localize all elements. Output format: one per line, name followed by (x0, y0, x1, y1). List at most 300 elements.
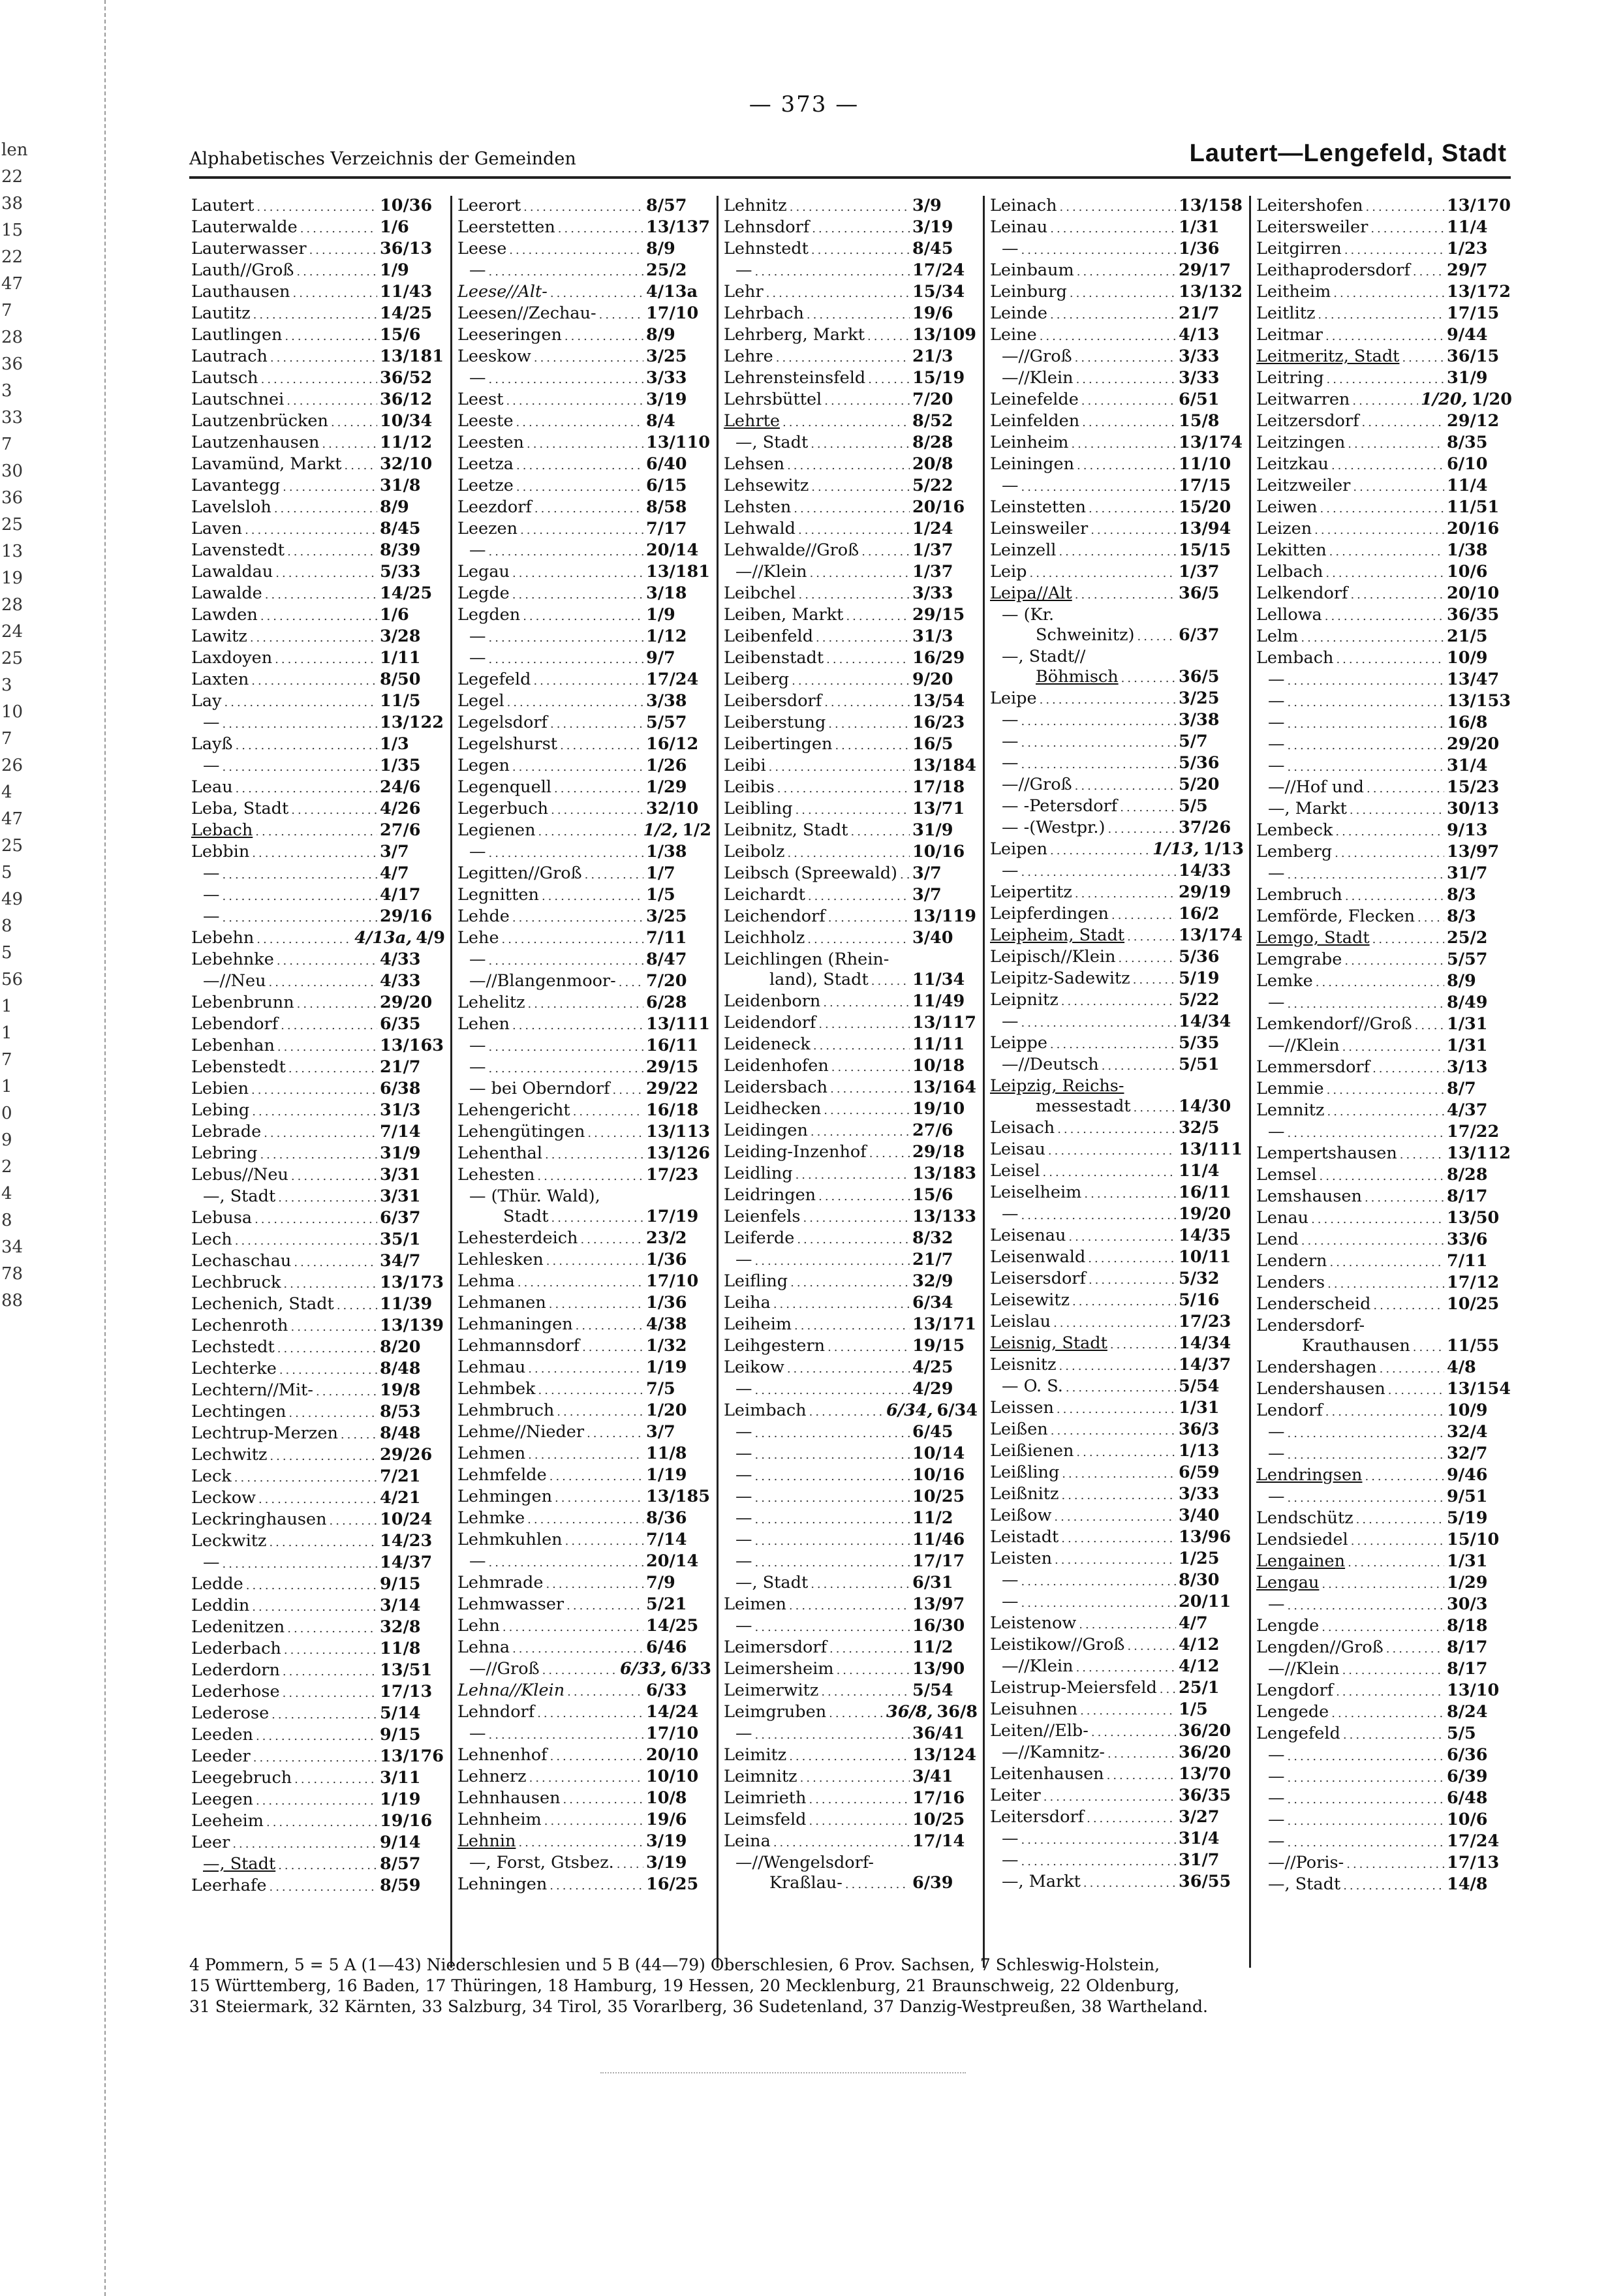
map-reference (912, 1056, 978, 1076)
place-name: Lehnheim (457, 1810, 542, 1829)
index-entry (724, 1422, 978, 1444)
index-entry (1256, 1530, 1512, 1551)
index-entry (990, 647, 1244, 667)
place-name: —, Markt (1002, 1872, 1081, 1891)
index-entry (1256, 1187, 1512, 1208)
map-reference (646, 1014, 711, 1034)
reference-value: 17/24 (912, 260, 965, 280)
map-reference (380, 1531, 445, 1551)
index-entry (457, 1508, 711, 1530)
place-name: Leckwitz (191, 1531, 267, 1551)
leader-dots (1021, 711, 1177, 732)
place-name: Lauterwalde (191, 217, 298, 237)
leader-dots (223, 757, 378, 777)
reference-value: 3/7 (912, 863, 942, 883)
place-name: —//Neu (203, 971, 266, 991)
leader-dots (1111, 905, 1176, 925)
leader-dots (516, 477, 643, 497)
place-name: Leinheim (990, 433, 1069, 452)
reference-value: 32/8 (380, 1617, 421, 1637)
place-name: Lehmingen (457, 1487, 553, 1506)
map-reference (380, 1703, 445, 1724)
leader-dots (277, 1037, 377, 1057)
place-name: Leiferde (724, 1228, 795, 1248)
margin-fragment: 38 (1, 194, 23, 213)
index-entry (191, 1768, 445, 1790)
reference-value: 8/45 (912, 239, 953, 258)
map-reference (646, 433, 711, 453)
index-entry (191, 1402, 445, 1423)
place-name: Lemmie (1256, 1079, 1324, 1098)
index-entry (1256, 971, 1512, 993)
leader-dots (755, 1251, 910, 1271)
index-entry (457, 476, 711, 497)
index-entry (191, 1510, 445, 1531)
leader-dots (316, 1382, 377, 1402)
reference-value: 8/57 (380, 1854, 421, 1874)
place-name: Leitzingen (1256, 433, 1346, 452)
map-reference (1447, 1251, 1512, 1271)
leader-dots (1342, 1660, 1444, 1681)
reference-value: 4/8 (1447, 1357, 1476, 1377)
map-reference (646, 411, 711, 431)
map-reference (886, 1401, 978, 1421)
place-name: — (735, 1250, 752, 1269)
map-reference (1447, 562, 1512, 582)
leader-dots (1362, 412, 1444, 433)
index-entry (724, 799, 978, 820)
reference-value: 5/33 (380, 562, 421, 582)
place-name: Leithaprodersdorf (1256, 260, 1410, 280)
map-reference (1447, 1143, 1512, 1164)
index-entry (457, 540, 711, 562)
place-name: Krauthausen (1302, 1336, 1410, 1356)
map-reference (912, 1357, 978, 1378)
leader-dots (1415, 1016, 1444, 1036)
reference-value: 13/133 (912, 1207, 977, 1226)
index-entry (191, 1854, 445, 1876)
map-reference (380, 756, 445, 776)
index-entry (724, 476, 978, 497)
map-reference (1179, 732, 1244, 752)
leader-dots (512, 1016, 643, 1036)
leader-dots (797, 1230, 910, 1250)
reference-value: 1/29 (1447, 1573, 1488, 1592)
place-name: Leiben, Markt (724, 605, 844, 625)
place-name: Lavantegg (191, 476, 281, 495)
map-reference (1447, 1401, 1512, 1421)
place-name: Lehmen (457, 1444, 526, 1463)
map-reference (912, 1594, 978, 1615)
place-name: Lengau (1256, 1573, 1320, 1592)
leader-dots (564, 326, 643, 347)
leader-dots (1322, 1574, 1444, 1594)
map-reference (1179, 390, 1244, 410)
leader-dots (846, 606, 910, 627)
index-entry (724, 950, 978, 970)
place-name: Leezdorf (457, 497, 532, 517)
reference-value: 4/29 (912, 1379, 953, 1399)
index-entry (1256, 820, 1512, 842)
reference-value: 9/51 (1447, 1487, 1488, 1506)
index-entry (191, 1230, 445, 1251)
leader-dots (538, 822, 641, 842)
reference-value: 16/23 (912, 713, 965, 732)
place-name: Lehndorf (457, 1702, 535, 1722)
reference-value: 24/6 (380, 777, 421, 797)
place-name: Lendorf (1256, 1401, 1323, 1420)
reference-value: 3/38 (646, 691, 687, 711)
place-name: Lengde (1256, 1616, 1320, 1636)
reference-value: 4/13a (646, 282, 698, 302)
leader-dots (236, 779, 377, 799)
index-entry (457, 1767, 711, 1788)
place-name: Leibersdorf (724, 691, 822, 711)
margin-fragment: 24 (1, 622, 23, 642)
place-name: Leipertitz (990, 882, 1072, 902)
index-entry (724, 1659, 978, 1681)
index-entry (724, 1745, 978, 1767)
map-reference (1179, 260, 1244, 281)
reference-value: 29/18 (912, 1142, 965, 1162)
map-reference (1179, 1527, 1244, 1547)
leader-dots (275, 649, 377, 670)
reference-value: 29/12 (1447, 411, 1500, 431)
index-entry (457, 390, 711, 411)
place-name: — (469, 842, 486, 861)
leader-dots (527, 434, 643, 454)
leader-dots (1075, 585, 1176, 605)
reference-value: 6/39 (1447, 1767, 1488, 1786)
reference-value: 17/13 (380, 1682, 433, 1701)
place-name: Ledenitzen (191, 1617, 285, 1637)
reference-value: 27/6 (380, 820, 421, 840)
index-entry (990, 667, 1244, 689)
index-entry (457, 820, 711, 842)
reference-value: 11/11 (912, 1034, 965, 1054)
map-reference (1447, 1637, 1512, 1658)
map-reference (1179, 775, 1244, 795)
margin-fragment: len (1, 140, 28, 160)
index-entry (990, 1118, 1244, 1140)
map-reference (1179, 667, 1244, 687)
index-entry (724, 1271, 978, 1293)
scan-artifact-line (600, 2072, 966, 2073)
reference-value: 8/7 (1447, 1079, 1476, 1098)
leader-dots (1133, 970, 1176, 990)
place-name: — (1268, 1422, 1285, 1442)
map-reference (1447, 1573, 1512, 1593)
place-name: Lebenbrunn (191, 993, 294, 1012)
index-entry (990, 1527, 1244, 1549)
reference-value: 31/9 (912, 820, 953, 840)
reference-value: 1/36 (1179, 239, 1220, 258)
index-entry (724, 1228, 978, 1250)
index-entry (990, 583, 1244, 605)
reference-value: 19/16 (380, 1811, 433, 1831)
index-entry (990, 411, 1244, 433)
leader-dots (807, 305, 910, 325)
place-name: —//Groß (1002, 775, 1072, 794)
reference-value: 5/16 (1179, 1290, 1220, 1310)
reference-value: 6/48 (1447, 1788, 1488, 1808)
index-entry (191, 1036, 445, 1057)
map-reference (912, 1745, 978, 1765)
map-reference (646, 1057, 711, 1078)
place-name: Lehna//Klein (457, 1681, 565, 1700)
index-entry (1256, 540, 1512, 562)
index-entry (1256, 1100, 1512, 1122)
reference-value: 11/55 (1447, 1336, 1500, 1356)
leader-dots (534, 499, 643, 519)
map-reference (380, 1488, 445, 1508)
leader-dots (1050, 219, 1176, 239)
place-name: Leißow (990, 1506, 1052, 1525)
index-entry (1256, 605, 1512, 627)
leader-dots (516, 456, 643, 476)
place-name: Leegen (191, 1790, 253, 1809)
place-name: Lemnitz (1256, 1100, 1325, 1120)
map-reference (646, 1487, 711, 1507)
place-name: Leibolz (724, 842, 785, 861)
reference-value: 14/35 (1179, 1226, 1231, 1245)
reference-value: 7/11 (646, 928, 687, 948)
map-reference (1447, 1357, 1512, 1378)
place-name: Leitgirren (1256, 239, 1342, 258)
place-name: Leitwarren (1256, 390, 1350, 409)
index-entry (457, 583, 711, 605)
map-reference (912, 907, 978, 927)
place-name: — (735, 1465, 752, 1485)
index-entry (457, 347, 711, 368)
place-name: Lehmanen (457, 1293, 546, 1312)
map-reference (912, 1551, 978, 1572)
place-name: Lehenthal (457, 1143, 542, 1163)
place-name: —//Deutsch (1002, 1055, 1099, 1074)
reference-value: 29/22 (646, 1079, 699, 1098)
reference-value: 8/49 (1447, 993, 1488, 1012)
leader-dots (506, 391, 643, 411)
index-entry (191, 885, 445, 907)
leader-dots (809, 1811, 910, 1831)
place-name: Leesten (457, 433, 524, 452)
map-reference (646, 1616, 711, 1636)
leader-dots (1327, 1080, 1444, 1100)
map-reference (912, 1508, 978, 1528)
map-reference (646, 1357, 711, 1378)
leader-dots (1021, 240, 1177, 260)
map-reference (912, 1250, 978, 1270)
map-reference (1447, 347, 1512, 367)
place-name: Lehlesken (457, 1250, 544, 1269)
column-2 (452, 196, 719, 1968)
map-reference (380, 519, 445, 539)
leader-dots (271, 1705, 377, 1725)
place-name: Lehrbach (724, 303, 804, 323)
reference-value: 13/54 (912, 691, 965, 711)
map-reference (1447, 1079, 1512, 1099)
index-entry (457, 627, 711, 648)
leader-dots (1288, 1833, 1445, 1853)
leader-dots (576, 1316, 643, 1336)
index-entry (1256, 1465, 1512, 1487)
place-name: Lengden//Groß (1256, 1637, 1384, 1657)
reference-value: 29/20 (380, 993, 433, 1012)
leader-dots (291, 800, 377, 820)
index-entry (1256, 433, 1512, 454)
index-entry (1256, 1681, 1512, 1702)
map-reference (1179, 1118, 1244, 1138)
map-reference (1179, 1807, 1244, 1827)
index-entry (990, 1033, 1244, 1055)
map-reference (380, 476, 445, 496)
map-reference (646, 1702, 711, 1722)
reference-value: 8/20 (380, 1337, 421, 1357)
place-name: Lemgo, Stadt (1256, 928, 1370, 948)
leader-dots (811, 240, 910, 260)
map-reference (1447, 1788, 1512, 1808)
index-entry (1256, 928, 1512, 950)
map-reference (646, 713, 711, 733)
place-name: — (1002, 861, 1019, 880)
leader-dots (558, 219, 643, 239)
place-name: Leerstetten (457, 217, 555, 237)
map-reference (646, 1530, 711, 1550)
place-name: Legnitten (457, 885, 539, 905)
place-name: — (1002, 710, 1019, 730)
map-reference (1447, 1594, 1512, 1615)
place-name: Leiberstung (724, 713, 826, 732)
index-entry (724, 1013, 978, 1034)
reference-value: 5/19 (1447, 1508, 1488, 1528)
reference-value: 11/4 (1447, 217, 1488, 237)
index-entry (1256, 1594, 1512, 1616)
reference-value: 5/32 (1179, 1269, 1220, 1288)
leader-dots (529, 1768, 643, 1788)
index-entry (1256, 1788, 1512, 1810)
index-entry (990, 969, 1244, 990)
leader-dots (813, 1036, 910, 1056)
place-name: Leeden (191, 1725, 253, 1745)
map-reference (380, 1746, 445, 1767)
reference-value: 14/37 (380, 1553, 433, 1572)
place-name: Leipnitz (990, 990, 1059, 1010)
map-reference (1179, 947, 1244, 967)
reference-value: 36/5 (1179, 667, 1220, 687)
place-name: — (1002, 239, 1019, 258)
leader-dots (1044, 1787, 1176, 1807)
leader-dots (270, 348, 377, 368)
reference-value: 8/35 (1447, 433, 1488, 452)
place-name: — (1268, 1122, 1285, 1141)
leader-dots (538, 1380, 644, 1401)
index-entry (724, 648, 978, 670)
reference-value: 13/132 (1179, 282, 1243, 302)
reference-value: 11/2 (912, 1637, 953, 1657)
map-reference (646, 950, 711, 970)
map-reference (912, 1314, 978, 1335)
place-name: Lavelsloh (191, 497, 271, 517)
map-reference (1179, 1656, 1244, 1677)
place-name: Leibis (724, 777, 775, 797)
place-name: Lay (191, 691, 222, 711)
index-entry (191, 820, 445, 842)
margin-fragment: 56 (1, 970, 23, 989)
index-entry (457, 217, 711, 239)
reference-value: 11/4 (1447, 476, 1488, 495)
reference-value: 16/30 (912, 1616, 965, 1636)
index-entry (191, 756, 445, 777)
reference-value: 13/183 (912, 1164, 977, 1183)
reference-value: 1/19 (646, 1357, 687, 1377)
index-entry (724, 562, 978, 583)
reference-value: 8/39 (380, 540, 421, 560)
index-entry (191, 540, 445, 562)
leader-dots (1084, 1184, 1176, 1204)
map-reference (1447, 1379, 1512, 1399)
reference-value: 8/30 (1179, 1570, 1220, 1590)
margin-fragment: 28 (1, 328, 23, 347)
place-name: Leimbach (724, 1401, 807, 1420)
place-name: Lendsiedel (1256, 1530, 1348, 1549)
index-entry (191, 347, 445, 368)
index-entry (457, 1122, 711, 1143)
place-name: Leimen (724, 1594, 786, 1614)
place-name: — (203, 756, 220, 775)
reference-value: 6/33 (646, 1681, 687, 1700)
map-reference (646, 1143, 711, 1164)
place-name: Leiter (990, 1786, 1041, 1805)
margin-fragment: 28 (1, 595, 23, 615)
index-entry (191, 239, 445, 260)
place-name: Leitmeritz, Stadt (1256, 347, 1400, 366)
reference-value: 1/36 (646, 1293, 687, 1312)
reference-value: 36/20 (1179, 1743, 1231, 1762)
reference-value: 5/19 (1179, 969, 1220, 988)
map-reference (912, 476, 978, 496)
map-reference (1179, 476, 1244, 496)
place-name: — (1268, 863, 1285, 883)
reference-value: 1/19 (380, 1790, 421, 1809)
index-entry (191, 1445, 445, 1466)
reference-value: 11/5 (380, 691, 421, 711)
place-name: Lautert (191, 196, 255, 215)
index-entry (457, 260, 711, 282)
gazetteer-columns (186, 196, 1517, 1968)
map-reference (912, 648, 978, 668)
index-entry (990, 925, 1244, 947)
place-name: — (469, 1036, 486, 1055)
reference-value: 17/13 (1447, 1853, 1500, 1872)
index-entry (457, 993, 711, 1014)
leader-dots (1076, 369, 1176, 390)
index-entry (724, 1767, 978, 1788)
place-name: — O. S. (1002, 1376, 1063, 1396)
map-reference (380, 303, 445, 324)
place-name: Lembeck (1256, 820, 1333, 840)
index-entry (191, 777, 445, 799)
map-reference (646, 1444, 711, 1464)
index-entry (724, 970, 978, 991)
reference-value: 13/181 (646, 562, 711, 582)
map-reference (380, 1337, 445, 1357)
map-reference (1447, 583, 1512, 604)
index-entry (1256, 347, 1512, 368)
place-name: Leeseringen (457, 325, 562, 345)
reference-value: 4/37 (1447, 1100, 1488, 1120)
index-entry (990, 1290, 1244, 1312)
place-name: Leinburg (990, 282, 1067, 302)
